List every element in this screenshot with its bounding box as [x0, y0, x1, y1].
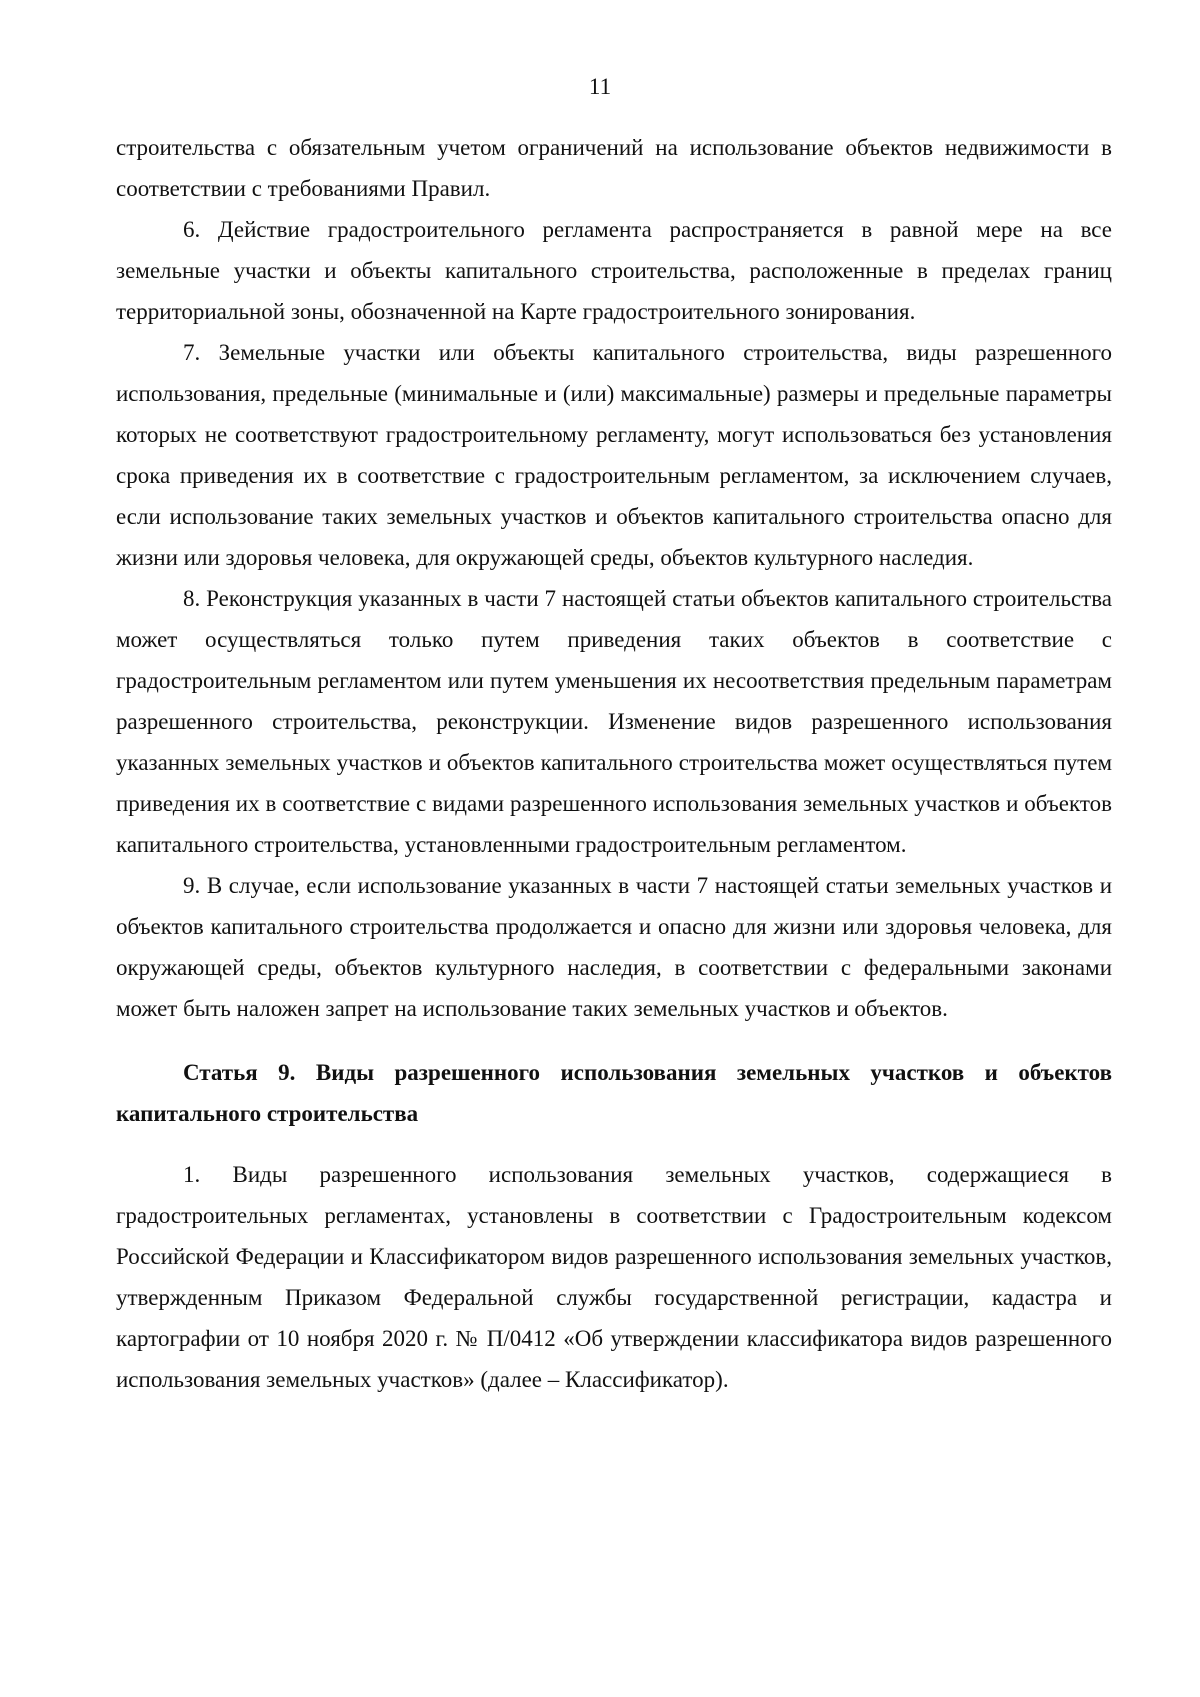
paragraph-8: 8. Реконструкция указанных в части 7 настоящей статьи объектов капитального строительства может осуществляться только путем приведения таких объектов в соответствие с градостроительным регламентом или путем уменьшения их несоответствия предельным параметрам разрешенного строительства, реконструкции. Изменение видов разрешенного использования указанных земельных участков и объектов капитального строительства может осуществляться путем приведения их в соответствие с видами разрешенного использования земельных участков и объектов капитального строительства, установленными градостроительным регламентом.	[116, 586, 1112, 857]
paragraph-7: 7. Земельные участки или объекты капитального строительства, виды разрешенного использования, предельные (минимальные и (или) максимальные) размеры и предельные параметры которых не соответствуют градостроительному регламенту, могут использоваться без установления срока приведения их в соответствие с градостроительным регламентом, за исключением случаев, если использование таких земельных участков и объектов капитального строительства опасно для жизни или здоровья человека, для окружающей среды, объектов культурного наследия.	[116, 340, 1112, 570]
document-body	[116, 127, 1112, 1400]
paragraph-9: 9. В случае, если использование указанных в части 7 настоящей статьи земельных участков и объектов капитального строительства продолжается и опасно для жизни или здоровья человека, для окружающей среды, объектов культурного наследия, в соответствии с федеральными законами может быть наложен запрет на использование таких земельных участков и объектов.	[116, 873, 1112, 1021]
page-number: 11	[588, 74, 612, 99]
paragraph-6: 6. Действие градостроительного регламента распространяется в равной мере на все земельные участки и объекты капитального строительства, расположенные в пределах границ территориальной зоны, обозначенной на Карте градостроительного зонирования.	[116, 217, 1112, 324]
paragraph-continuation: строительства с обязательным учетом ограничений на использование объектов недвижимости в соответствии с требованиями Правил.	[116, 135, 1112, 201]
article-heading: Статья 9. Виды разрешенного использования земельных участков и объектов капитального строительства	[116, 1060, 1112, 1126]
paragraph-article-9-1: 1. Виды разрешенного использования земельных участков, содержащиеся в градостроительных регламентах, установлены в соответствии с Градостроительным кодексом Российской Федерации и Классификатором видов разрешенного использования земельных участков, утвержденным Приказом Федеральной службы государственной регистрации, кадастра и картографии от 10 ноября 2020 г. № П/0412 «Об утверждении классификатора видов разрешенного использования земельных участков» (далее – Классификатор).	[116, 1162, 1112, 1392]
